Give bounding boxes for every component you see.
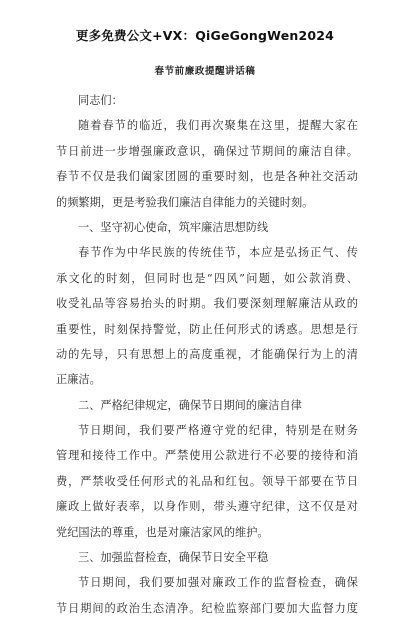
body-line: 收受礼品等容易抬头的时期。我们要深刻理解廉洁从政的 [56, 297, 358, 311]
body-line: 同志们： [78, 94, 123, 107]
body-line: 费，严禁收受任何形式的礼品和红包。领导干部要在节日 [56, 474, 358, 488]
body-line: 春节不仅是我们阖家团圆的重要时刻，也是各种社交活动 [56, 170, 358, 184]
body-line: 管理和接待工作中。严禁使用公款进行不必要的接待和消 [56, 449, 358, 463]
body-line: 节日期间，我们要严格遵守党的纪律，特别是在财务 [78, 424, 358, 438]
body-line: 廉政上做好表率，以身作则，带头遵守纪律，这不仅是对 [56, 500, 358, 514]
body-line: 的频繁期，更是考验我们廉洁自律能力的关键时刻。 [56, 195, 314, 209]
body-line: 节日前进一步增强廉政意识，确保过节期间的廉洁自律。 [56, 144, 358, 158]
body-line: 春节作为中华民族的传统佳节，本应是弘扬正气、传 [78, 246, 358, 260]
body-line: 党纪国法的尊重，也是对廉洁家风的维护。 [56, 525, 269, 539]
body-line: 节日期间的政治生态清净。纪检监察部门要加大监督力度 [56, 601, 358, 615]
body-line: 一、坚守初心使命，筑牢廉洁思想防线 [78, 220, 269, 234]
body-line: 三、加强监督检查，确保节日安全平稳 [78, 551, 269, 565]
document-title: 春节前廉政提醒讲话稿 [154, 66, 256, 77]
body-line: 动的先导，只有思想上的高度重视，才能确保行为上的清 [56, 347, 358, 361]
body-line: 承文化的时刻，但同时也是“四风”问题，如公款消费、 [56, 271, 358, 285]
document-body [56, 88, 358, 621]
body-line: 随着春节的临近，我们再次聚集在这里，提醒大家在 [78, 119, 358, 133]
body-line: 节日期间，我们要加强对廉政工作的监督检查，确保 [78, 576, 358, 590]
promo-banner: 更多免费公文+VX：QiGeGongWen2024 [75, 28, 335, 43]
body-line: 重要性，时刻保持警觉，防止任何形式的诱惑。思想是行 [56, 322, 358, 336]
body-line: 二、严格纪律规定，确保节日期间的廉洁自律 [78, 398, 302, 412]
body-line: 正廉洁。 [56, 373, 101, 387]
